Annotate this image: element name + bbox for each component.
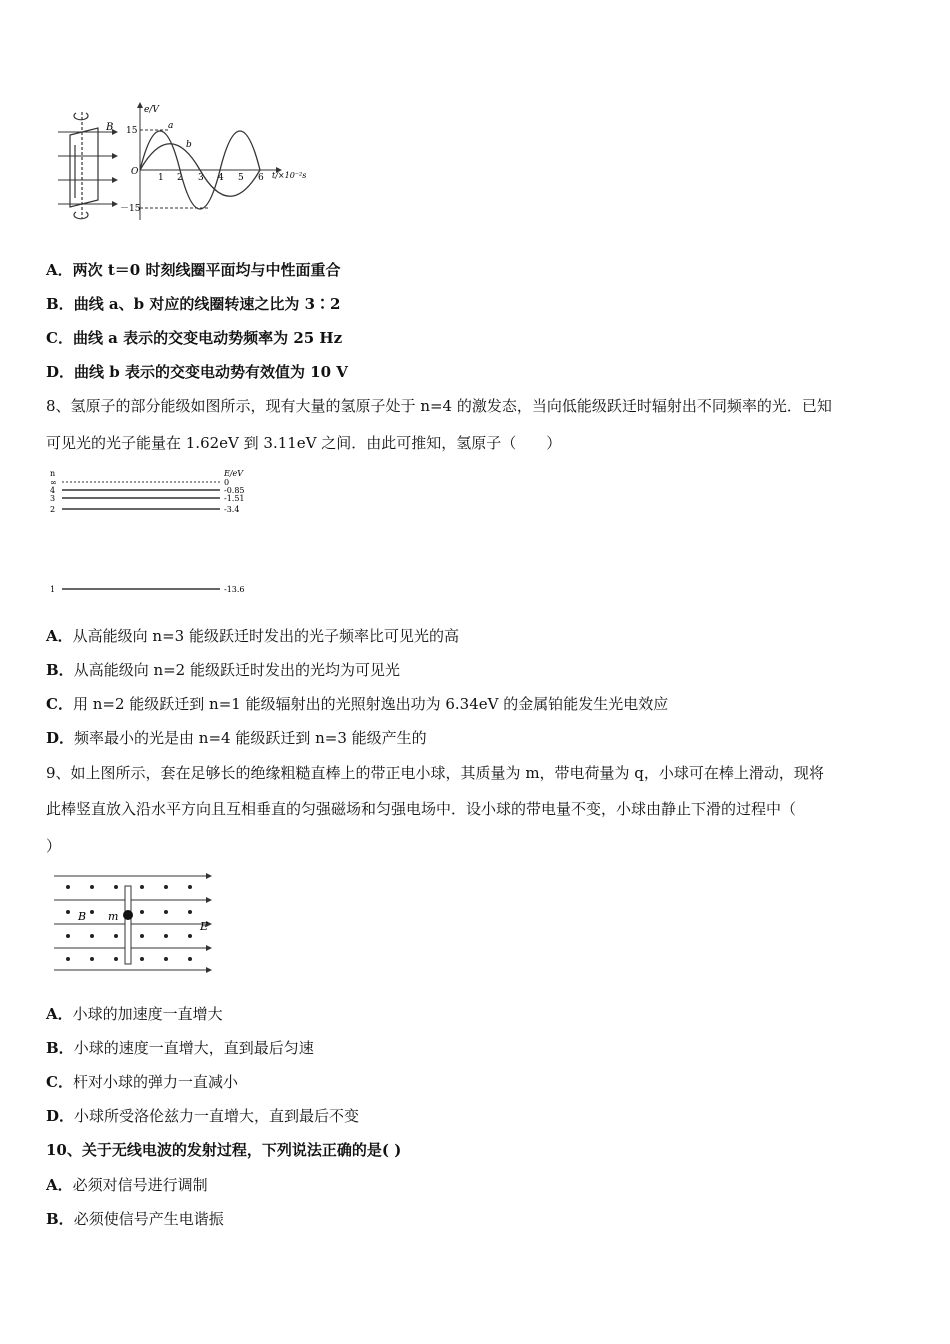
figure-energy-levels [46, 466, 266, 596]
crossed-fields-svg [50, 870, 220, 974]
q9-option-a: A．小球的加速度一直增大 [46, 1005, 223, 1023]
x-tick: 1 [158, 173, 164, 183]
q9-option-b: B．小球的速度一直增大，直到最后匀速 [46, 1039, 314, 1057]
ac-figure-svg [40, 100, 320, 230]
level-n: 4 [50, 486, 56, 495]
x-axis-label: t/×10⁻²s [272, 171, 307, 180]
level-e: 0 [224, 478, 230, 487]
b-label: B [78, 910, 87, 923]
level-e: -1.51 [224, 494, 245, 503]
q8-stem-line-1: 8、氢原子的部分能级如图所示，现有大量的氢原子处于 n=4 的激发态，当向低能级跃迁时辐射出不同频率的光．已知 [46, 397, 832, 415]
y-arrow [137, 102, 143, 108]
q8-option-c: C．用 n=2 能级跃迁到 n=1 能级辐射出的光照射逸出功为 6.34eV 的金属铂能发生光电效应 [46, 695, 669, 713]
y-axis-label: e/V [144, 105, 159, 115]
q9-stem-line-3: ） [46, 837, 62, 855]
curve-b-label: b [186, 140, 192, 150]
level-e: -3.4 [224, 505, 240, 514]
q8-stem-line-2: 可见光的光子能量在 1.62eV 到 3.11eV 之间．由此可推知，氢原子（ ） [46, 434, 562, 452]
q9-option-d: D．小球所受洛伦兹力一直增大，直到最后不变 [46, 1107, 360, 1125]
rod [125, 886, 131, 964]
q9-option-c: C．杆对小球的弹力一直减小 [46, 1073, 238, 1091]
figure-crossed-fields [50, 870, 220, 974]
y-max-label: 15 [126, 126, 138, 136]
x-tick: 4 [218, 173, 224, 183]
x-tick: 2 [177, 173, 183, 183]
figure-ac-generator [40, 100, 320, 230]
q8-option-b: B．从高能级向 n=2 能级跃迁时发出的光均为可见光 [46, 661, 400, 679]
n-header: n [50, 469, 56, 478]
q8-option-d: D．频率最小的光是由 n=4 能级跃迁到 n=3 能级产生的 [46, 729, 427, 747]
x-tick: 3 [198, 173, 204, 183]
level-n: 3 [50, 494, 56, 503]
q10-stem: 10、关于无线电波的发射过程，下列说法正确的是( ) [46, 1141, 402, 1159]
curve-a-label: a [168, 121, 174, 131]
x-ticks [158, 173, 264, 183]
q7-option-c: C．曲线 a 表示的交变电动势频率为 25 Hz [46, 329, 343, 347]
charged-ball [123, 910, 133, 920]
level-n: 1 [50, 585, 56, 594]
q10-option-a: A．必须对信号进行调制 [46, 1176, 208, 1194]
q9-stem-line-2: 此棒竖直放入沿水平方向且互相垂直的匀强磁场和匀强电场中．设小球的带电量不变，小球由静止下滑的过程中（ [46, 800, 797, 818]
coil-diagram [70, 112, 98, 219]
y-min-label: －15 [120, 204, 141, 214]
energy-level-svg [46, 466, 266, 596]
m-label: m [108, 910, 119, 923]
field-lines [58, 132, 112, 204]
q7-option-a: A．两次 t＝0 时刻线圈平面均与中性面重合 [46, 261, 341, 279]
q9-stem-line-1: 9、如上图所示，套在足够长的绝缘粗糙直棒上的带正电小球，其质量为 m，带电荷量为 q，小球可在棒上滑动，现将 [46, 764, 824, 782]
field-label: B [106, 122, 114, 133]
level-e: -13.6 [224, 585, 245, 594]
q7-option-b: B．曲线 a、b 对应的线圈转速之比为 3∶2 [46, 295, 341, 313]
e-label: E [200, 920, 209, 933]
x-tick: 5 [238, 173, 244, 183]
e-header: E/eV [224, 469, 244, 478]
q8-option-a: A．从高能级向 n=3 能级跃迁时发出的光子频率比可见光的高 [46, 627, 459, 645]
origin-label: O [131, 167, 139, 177]
q10-option-b: B．必须使信号产生电谐振 [46, 1210, 224, 1228]
field-arrowheads [112, 129, 118, 207]
x-tick: 6 [258, 173, 264, 183]
q7-option-d: D．曲线 b 表示的交变电动势有效值为 10 V [46, 363, 348, 381]
level-e: -0.85 [224, 486, 245, 495]
level-n: 2 [50, 505, 56, 514]
level-n: ∞ [50, 478, 57, 487]
